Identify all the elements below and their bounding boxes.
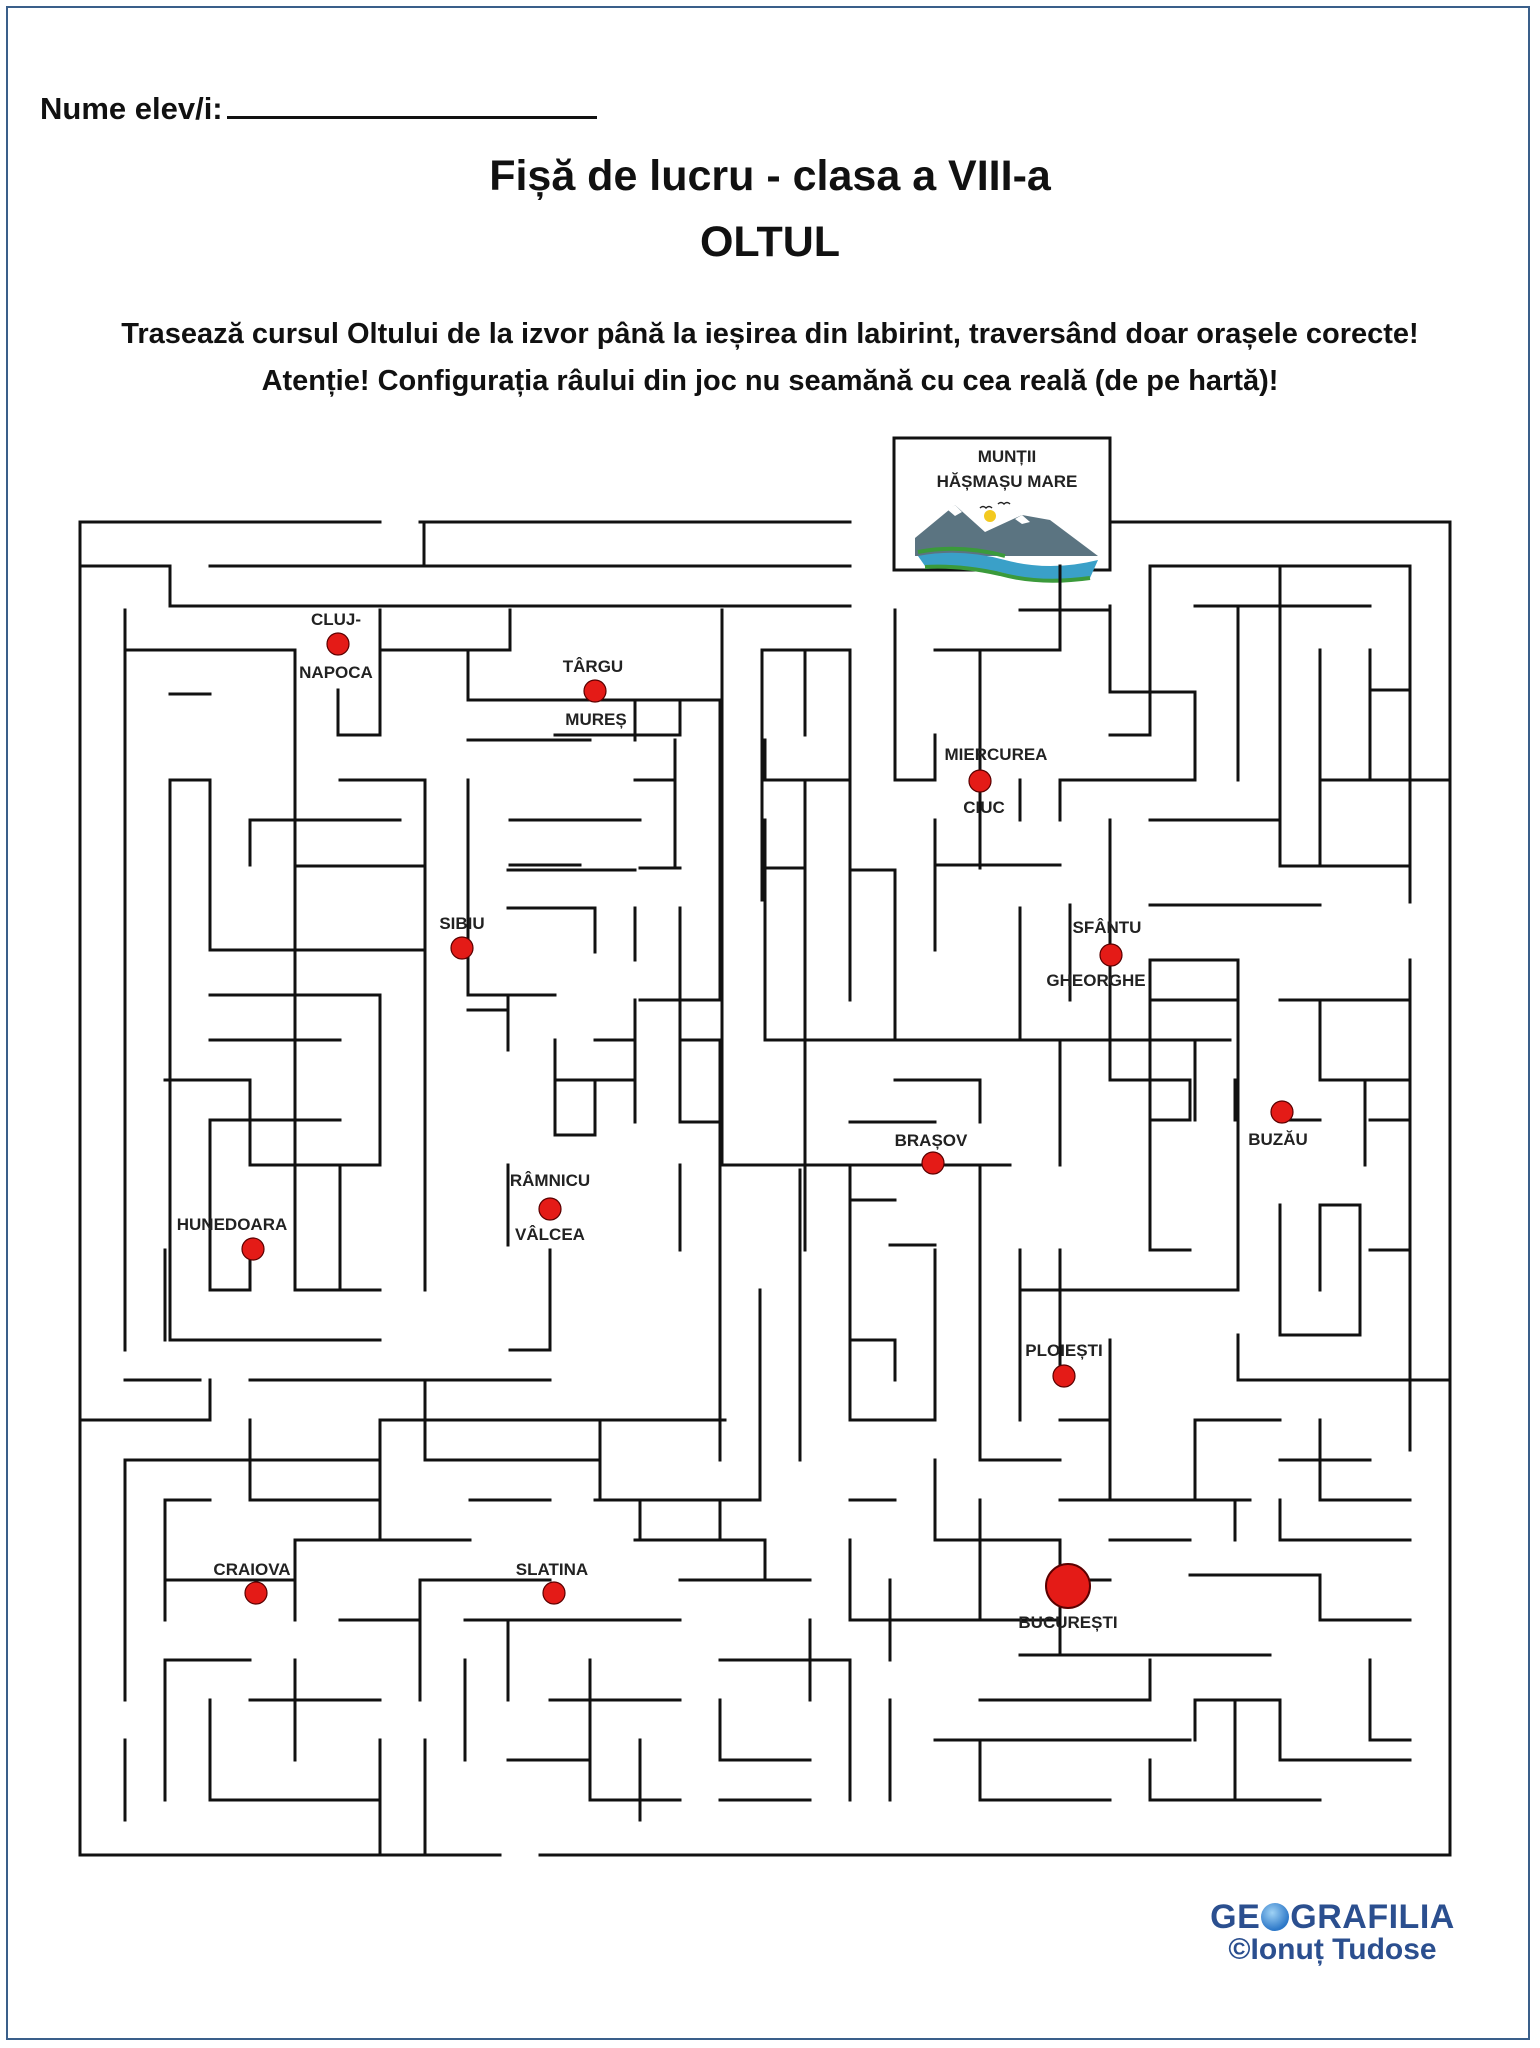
city-label: BUZĂU (1248, 1130, 1308, 1149)
maze-wall (1150, 692, 1195, 780)
city-marker[interactable] (539, 1198, 561, 1220)
source-label-1: MUNȚII (977, 447, 1037, 466)
maze-wall (1280, 1500, 1410, 1540)
city-marker[interactable] (969, 770, 991, 792)
maze-wall (468, 780, 555, 995)
maze-wall (680, 1040, 720, 1290)
city-label-line2: VÂLCEA (515, 1225, 585, 1244)
maze-wall (935, 1460, 1060, 1540)
maze-wall (850, 1340, 895, 1380)
instruction-line-2: Atenție! Configurația râului din joc nu seamănă cu cea reală (de pe hartă)! (261, 365, 1279, 397)
maze-wall (1280, 1700, 1410, 1760)
maze-wall (468, 700, 720, 1000)
city-marker[interactable] (922, 1152, 944, 1174)
maze-wall (850, 870, 895, 1040)
maze-wall (1150, 960, 1238, 1000)
geografilia-logo (1205, 1898, 1460, 1967)
city-label: CRAIOVA (213, 1560, 291, 1579)
city-label-line2: NAPOCA (299, 663, 373, 682)
city-hunedoara[interactable] (177, 1215, 288, 1260)
city-label: RÂMNICU (509, 1171, 591, 1190)
maze-wall (635, 1540, 765, 1580)
maze-wall (80, 1380, 210, 1420)
maze-wall (590, 1660, 680, 1800)
maze-wall (895, 1080, 980, 1122)
maze-wall (850, 1165, 895, 1200)
maze-wall (555, 1040, 595, 1135)
maze-wall (295, 1165, 380, 1290)
city-marker[interactable] (1271, 1101, 1293, 1123)
maze-wall (1238, 1335, 1450, 1380)
city-miercurea-ciuc[interactable] (945, 745, 1048, 817)
maze-walls (80, 438, 1450, 1855)
maze-wall (850, 1200, 935, 1420)
maze-wall (425, 1460, 600, 1500)
city-label: SFÂNTU (1072, 918, 1142, 937)
worksheet-subtitle: OLTUL (699, 218, 841, 266)
maze-wall (1370, 1660, 1410, 1740)
maze-wall (165, 995, 380, 1165)
city-marker[interactable] (451, 937, 473, 959)
city-label-line2: GHEORGHE (1046, 971, 1146, 990)
logo-brand-right: GRAFILIA (1290, 1898, 1455, 1936)
city-label-line2: CIUC (963, 798, 1005, 817)
city-marker[interactable] (584, 680, 606, 702)
maze-wall (1195, 1700, 1280, 1740)
city-marker[interactable] (1100, 944, 1122, 966)
city-ploiesti[interactable] (1025, 1341, 1102, 1387)
maze-wall (1060, 780, 1150, 820)
city-brasov[interactable] (895, 1131, 968, 1174)
city-label: SIBIU (439, 914, 485, 933)
logo-author: ©Ionuț Tudose (1228, 1933, 1437, 1966)
worksheet-title: Fișă de lucru - clasa a VIII-a (489, 152, 1051, 200)
city-label: PLOIEȘTI (1025, 1341, 1103, 1360)
city-slatina[interactable] (516, 1560, 588, 1604)
city-cluj-napoca[interactable] (299, 610, 373, 682)
city-marker[interactable] (245, 1582, 267, 1604)
city-sibiu[interactable] (439, 914, 484, 959)
maze-wall (1280, 1205, 1360, 1335)
maze-wall (1150, 1080, 1190, 1120)
city-craiova[interactable] (213, 1560, 290, 1604)
maze-wall (980, 1660, 1150, 1700)
globe-icon (1261, 1903, 1289, 1931)
maze-wall (1320, 1000, 1410, 1080)
city-marker[interactable] (242, 1238, 264, 1260)
city-label: MIERCUREA (944, 745, 1048, 764)
city-marker[interactable] (543, 1582, 565, 1604)
maze-wall (680, 908, 720, 1122)
city-bucuresti[interactable] (1018, 1564, 1117, 1632)
city-label: BRAȘOV (894, 1131, 968, 1150)
maze-wall (1320, 1575, 1410, 1620)
maze-wall (895, 735, 935, 780)
maze-wall (720, 1700, 810, 1760)
maze-wall (508, 908, 595, 952)
city-label: BUCUREȘTI (1018, 1613, 1118, 1632)
city-buzau[interactable] (1248, 1101, 1308, 1149)
city-label-line2: MUREȘ (565, 710, 627, 729)
student-label: Nume elev/i: (40, 91, 223, 126)
city-label: HUNEDOARA (176, 1215, 288, 1234)
maze-wall (80, 566, 850, 606)
city-targu-mures[interactable] (563, 657, 627, 729)
city-label: TÂRGU (562, 657, 624, 676)
city-sfantu-gheorghe[interactable] (1046, 918, 1145, 990)
city-marker[interactable] (1046, 1564, 1090, 1608)
city-marker[interactable] (1053, 1365, 1075, 1387)
maze-wall (510, 1250, 550, 1350)
city-label: SLATINA (515, 1560, 589, 1579)
instruction-line-1: Trasează cursul Oltului de la izvor până la ieșirea din labirint, traversând doar orașele corecte! (121, 318, 1419, 350)
city-ramnicu-valcea[interactable] (510, 1171, 590, 1244)
maze-wall (1110, 1160, 1238, 1290)
maze-wall (980, 1740, 1110, 1800)
city-layer (177, 610, 1308, 1632)
city-marker[interactable] (327, 633, 349, 655)
logo-brand-left: GE (1210, 1898, 1261, 1936)
city-label: CLUJ- (310, 610, 362, 629)
source-label-2: HĂȘMAȘU MARE (936, 472, 1078, 491)
